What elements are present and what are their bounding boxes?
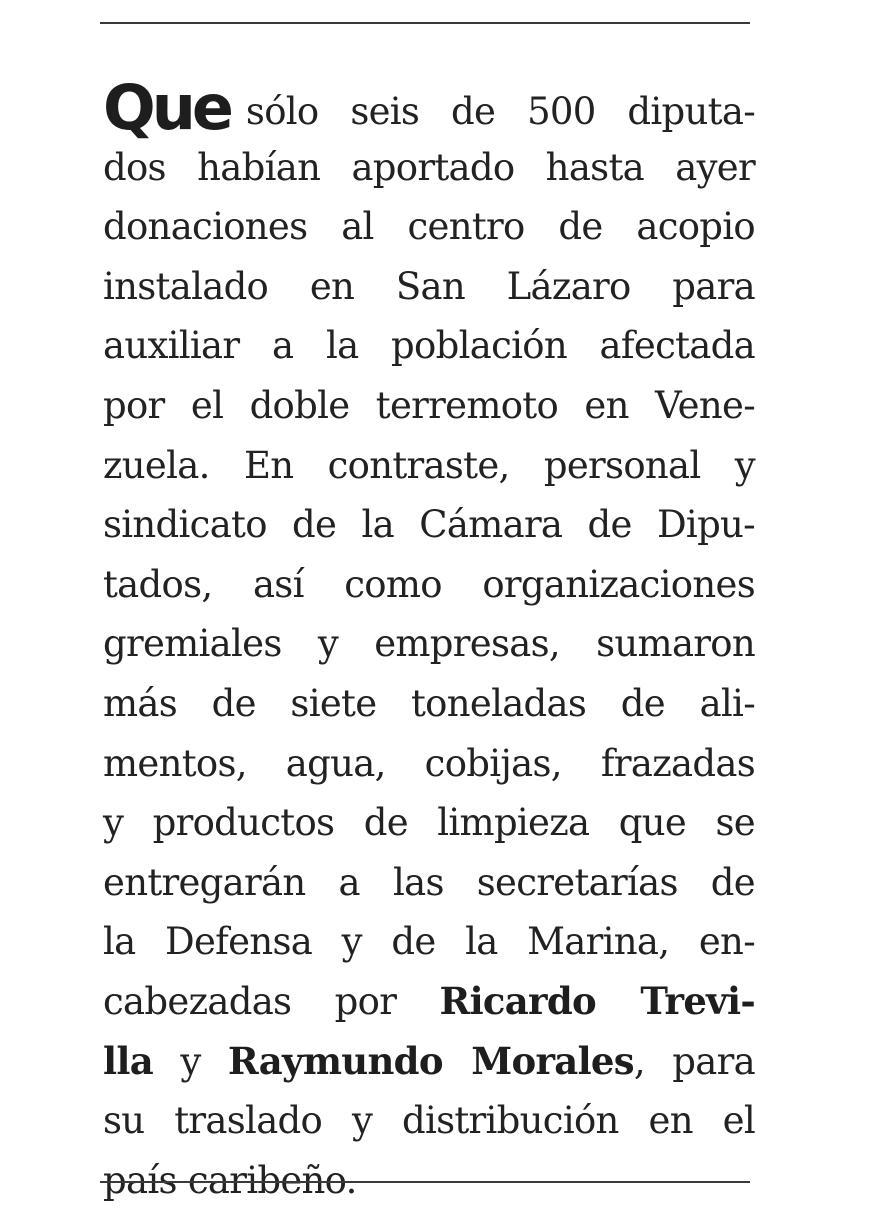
line-text: cabezadas por bbox=[103, 979, 440, 1023]
person-name-bold: Raymundo Morales bbox=[227, 1038, 634, 1083]
article-line: y productos de limpieza que se bbox=[103, 801, 755, 845]
article-line: entregarán a las secretarías de bbox=[103, 860, 755, 904]
article-line: zuela. En contraste, personal y bbox=[103, 443, 755, 487]
article-line: la Defensa y de la Marina, en- bbox=[103, 920, 755, 964]
article-line: donaciones al centro de acopio bbox=[103, 205, 755, 249]
article-line bbox=[103, 71, 755, 144]
line-text: , para bbox=[633, 1039, 755, 1083]
article-column bbox=[103, 71, 755, 1210]
line-text: sólo seis de 500 diputa- bbox=[245, 90, 755, 133]
article-line: instalado en San Lázaro para bbox=[103, 264, 755, 308]
line-text: y bbox=[153, 1039, 228, 1083]
article-line: más de siete toneladas de ali- bbox=[103, 681, 755, 725]
article-line: su traslado y distribución en el bbox=[103, 1099, 755, 1143]
bottom-rule bbox=[100, 1181, 750, 1183]
article-line: gremiales y empresas, sumaron bbox=[103, 622, 755, 666]
top-rule bbox=[100, 22, 750, 24]
article-line: tados, así como organizaciones bbox=[103, 562, 755, 606]
person-name-bold: Ricardo Trevi- bbox=[439, 978, 755, 1023]
article-line: por el doble terremoto en Vene- bbox=[103, 383, 755, 427]
article-line: mentos, agua, cobijas, frazadas bbox=[103, 741, 755, 785]
kicker-word: Que bbox=[103, 71, 230, 144]
article-line: país caribeño. bbox=[103, 1158, 357, 1202]
article-line: sindicato de la Cámara de Dipu- bbox=[103, 503, 755, 547]
person-name-bold: lla bbox=[103, 1038, 153, 1083]
article-line bbox=[103, 1032, 755, 1092]
article-line bbox=[103, 972, 755, 1032]
article-line: dos habían aportado hasta ayer bbox=[103, 145, 755, 189]
article-line: auxiliar a la población afectada bbox=[103, 324, 755, 368]
